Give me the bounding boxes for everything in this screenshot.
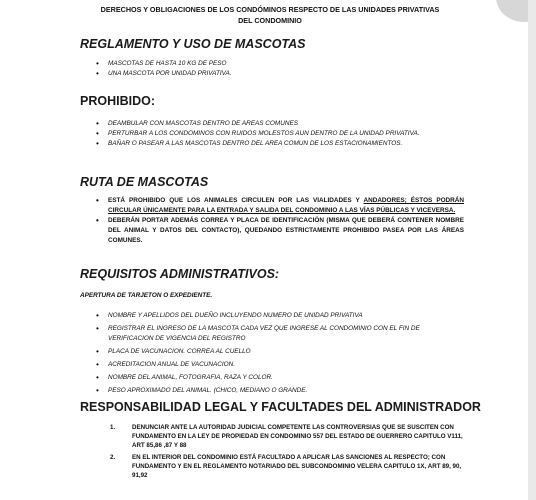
ruta-item-1-underlined: ANDADORES; ÉSTOS PODRÁN CIRCULAR ÚNICAMENTE PARA LA ENTRADA Y SALIDA DEL CONDOMINIO A LAS VÍAS PÚBLICAS Y VICEVERSA. [108, 197, 465, 214]
list-item [92, 196, 464, 216]
list-item: • UNA MASCOTA POR UNIDAD PRIVATIVA. [92, 69, 472, 79]
item-number: 1. [110, 424, 116, 431]
reglamento-list [92, 59, 472, 79]
section-title-reglamento: REGLAMENTO Y USO DE MASCOTAS [80, 37, 306, 51]
requisitos-list [92, 311, 464, 396]
list-item: • PLACA DE VACUNACION. CORREA AL CUELLO [92, 347, 464, 357]
list-item: • DEBERÁN PORTAR ADEMÁS CORREA Y PLACA DE IDENTIFICACIÓN (MISMA QUE DEBERÁ CONTENER NOMBRE DEL ANIMAL Y DATOS DEL CONTACTO), QUEDANDO ESTRICTAMENTE PROHIBIDO PASEA POR LAS ÁREAS COMUNES. [92, 216, 464, 246]
prohibido-list [92, 119, 464, 149]
ruta-item-1-text: ESTÁ PROHIBIDO QUE LOS ANIMALES CIRCULEN POR LAS VIALIDADES Y [108, 197, 364, 204]
list-item: • NOMBRE Y APELLIDOS DEL DUEÑO INCLUYENDO NUMERO DE UNIDAD PRIVATIVA [92, 311, 464, 321]
list-item: • DEAMBULAR CON MASCOTAS DENTRO DE AREAS COMUNES [92, 119, 464, 129]
ruta-list [92, 196, 464, 246]
list-item: • MASCOTAS DE HASTA 10 KG DE PESO [92, 59, 472, 69]
section-title-responsabilidad: RESPONSABILIDAD LEGAL Y FACULTADES DEL ADMINISTRADOR [80, 400, 481, 414]
item-text: DENUNCIAR ANTE LA AUTORIDAD JUDICIAL COMPETENTE LAS CONTROVERSIAS QUE SE SUSCITEN CON FUNDAMENTO EN LA LEY DE PROPIEDAD EN CONDOMINIO 557 DEL ESTADO DE GUERRERO CAPITULO V111, ART 85,86 ,87 Y 88 [132, 424, 463, 449]
document-header [60, 4, 480, 26]
list-item: • BAÑAR O PASEAR A LAS MASCOTAS DENTRO DEL AREA COMUN DE LOS ESTACIONAMIENTOS. [92, 139, 464, 149]
page-corner-shadow [496, 0, 528, 22]
list-item [106, 423, 468, 450]
header-line-2: DEL CONDOMINIO [238, 16, 302, 25]
responsabilidad-list [106, 423, 468, 480]
section-title-ruta: RUTA DE MASCOTAS [80, 175, 209, 189]
list-item: • PESO APROXIMADO DEL ANIMAL. (CHICO, MEDIANO O GRANDE. [92, 386, 464, 396]
section-title-requisitos: REQUISITOS ADMINISTRATIVOS: [80, 267, 280, 281]
item-text: EN EL INTERIOR DEL CONDOMINIO ESTÁ FACULTADO A APLICAR LAS SANCIONES AL RESPECTO; CON FUNDAMENTO Y EN EL REGLAMENTO NOTARIADO DEL SUBCONDOMINIO VELERA CAPITULO 1X, ART 89, 90, 91,92 [132, 454, 462, 479]
list-item: • NOMBRE DEL ANIMAL, FOTOGRAFIA, RAZA Y COLOR. [92, 373, 464, 383]
list-item [106, 453, 468, 480]
list-item: • PERTURBAR A LOS CONDOMINOS CON RUIDOS MOLESTOS AUN DENTRO DE LA UNIDAD PRIVATIVA. [92, 129, 464, 139]
header-line-1: DERECHOS Y OBLIGACIONES DE LOS CONDÓMINOS RESPECTO DE LAS UNIDADES PRIVATIVAS [100, 5, 440, 14]
requisitos-intro: APERTURA DE TARJETON O EXPEDIENTE. [80, 292, 213, 299]
section-title-prohibido: PROHIBIDO: [80, 94, 155, 108]
list-item: • ACREDITACION ANUAL DE VACUNACION. [92, 360, 464, 370]
list-item: • REGISTRAR EL INGRESO DE LA MASCOTA CADA VEZ QUE INGRESE AL CONDOMINIO CON EL FIN DE VERIFICACION DE VIGENCIA DEL REGISTRO [92, 324, 464, 344]
item-number: 2. [110, 454, 116, 461]
